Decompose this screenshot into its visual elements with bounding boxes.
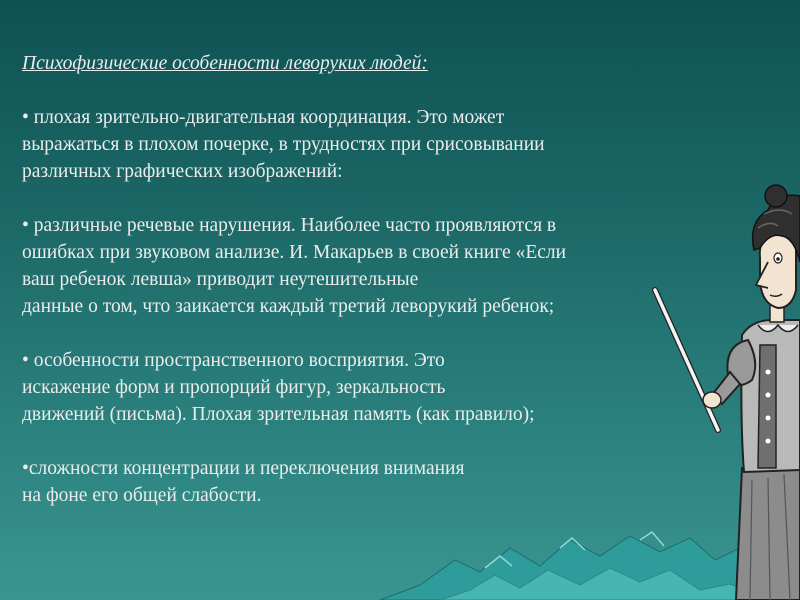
text-line: • особенности пространственного восприятия. Это — [22, 350, 445, 371]
text-line: различных графических изображений: — [22, 161, 343, 182]
text-line: •сложности концентрации и переключения внимания — [22, 458, 465, 479]
text-line: искажение форм и пропорций фигур, зеркальность — [22, 377, 446, 398]
text-line: движений (письма). Плохая зрительная память (как правило); — [22, 404, 535, 425]
text-line: • различные речевые нарушения. Наиболее часто проявляются в — [22, 215, 557, 236]
text-line: на фоне его общей слабости. — [22, 485, 262, 506]
paragraph-speech — [22, 212, 782, 320]
text-line: данные о том, что заикается каждый третий леворукий ребенок; — [22, 296, 555, 317]
text-line: ваш ребенок левша» приводит неутешительные — [22, 269, 419, 290]
paragraph-attention — [22, 455, 782, 509]
text-line: ошибках при звуковом анализе. И. Макарьев в своей книге «Если — [22, 242, 567, 263]
text-line: • плохая зрительно-двигательная координация. Это может — [22, 107, 505, 128]
text-line: выражаться в плохом почерке, в трудностях при срисовывании — [22, 134, 545, 155]
paragraph-spatial-perception — [22, 347, 782, 428]
slide-content — [22, 50, 782, 509]
slide-title: Психофизические особенности леворуких людей: — [22, 53, 428, 74]
paragraph-visual-motor — [22, 104, 782, 185]
